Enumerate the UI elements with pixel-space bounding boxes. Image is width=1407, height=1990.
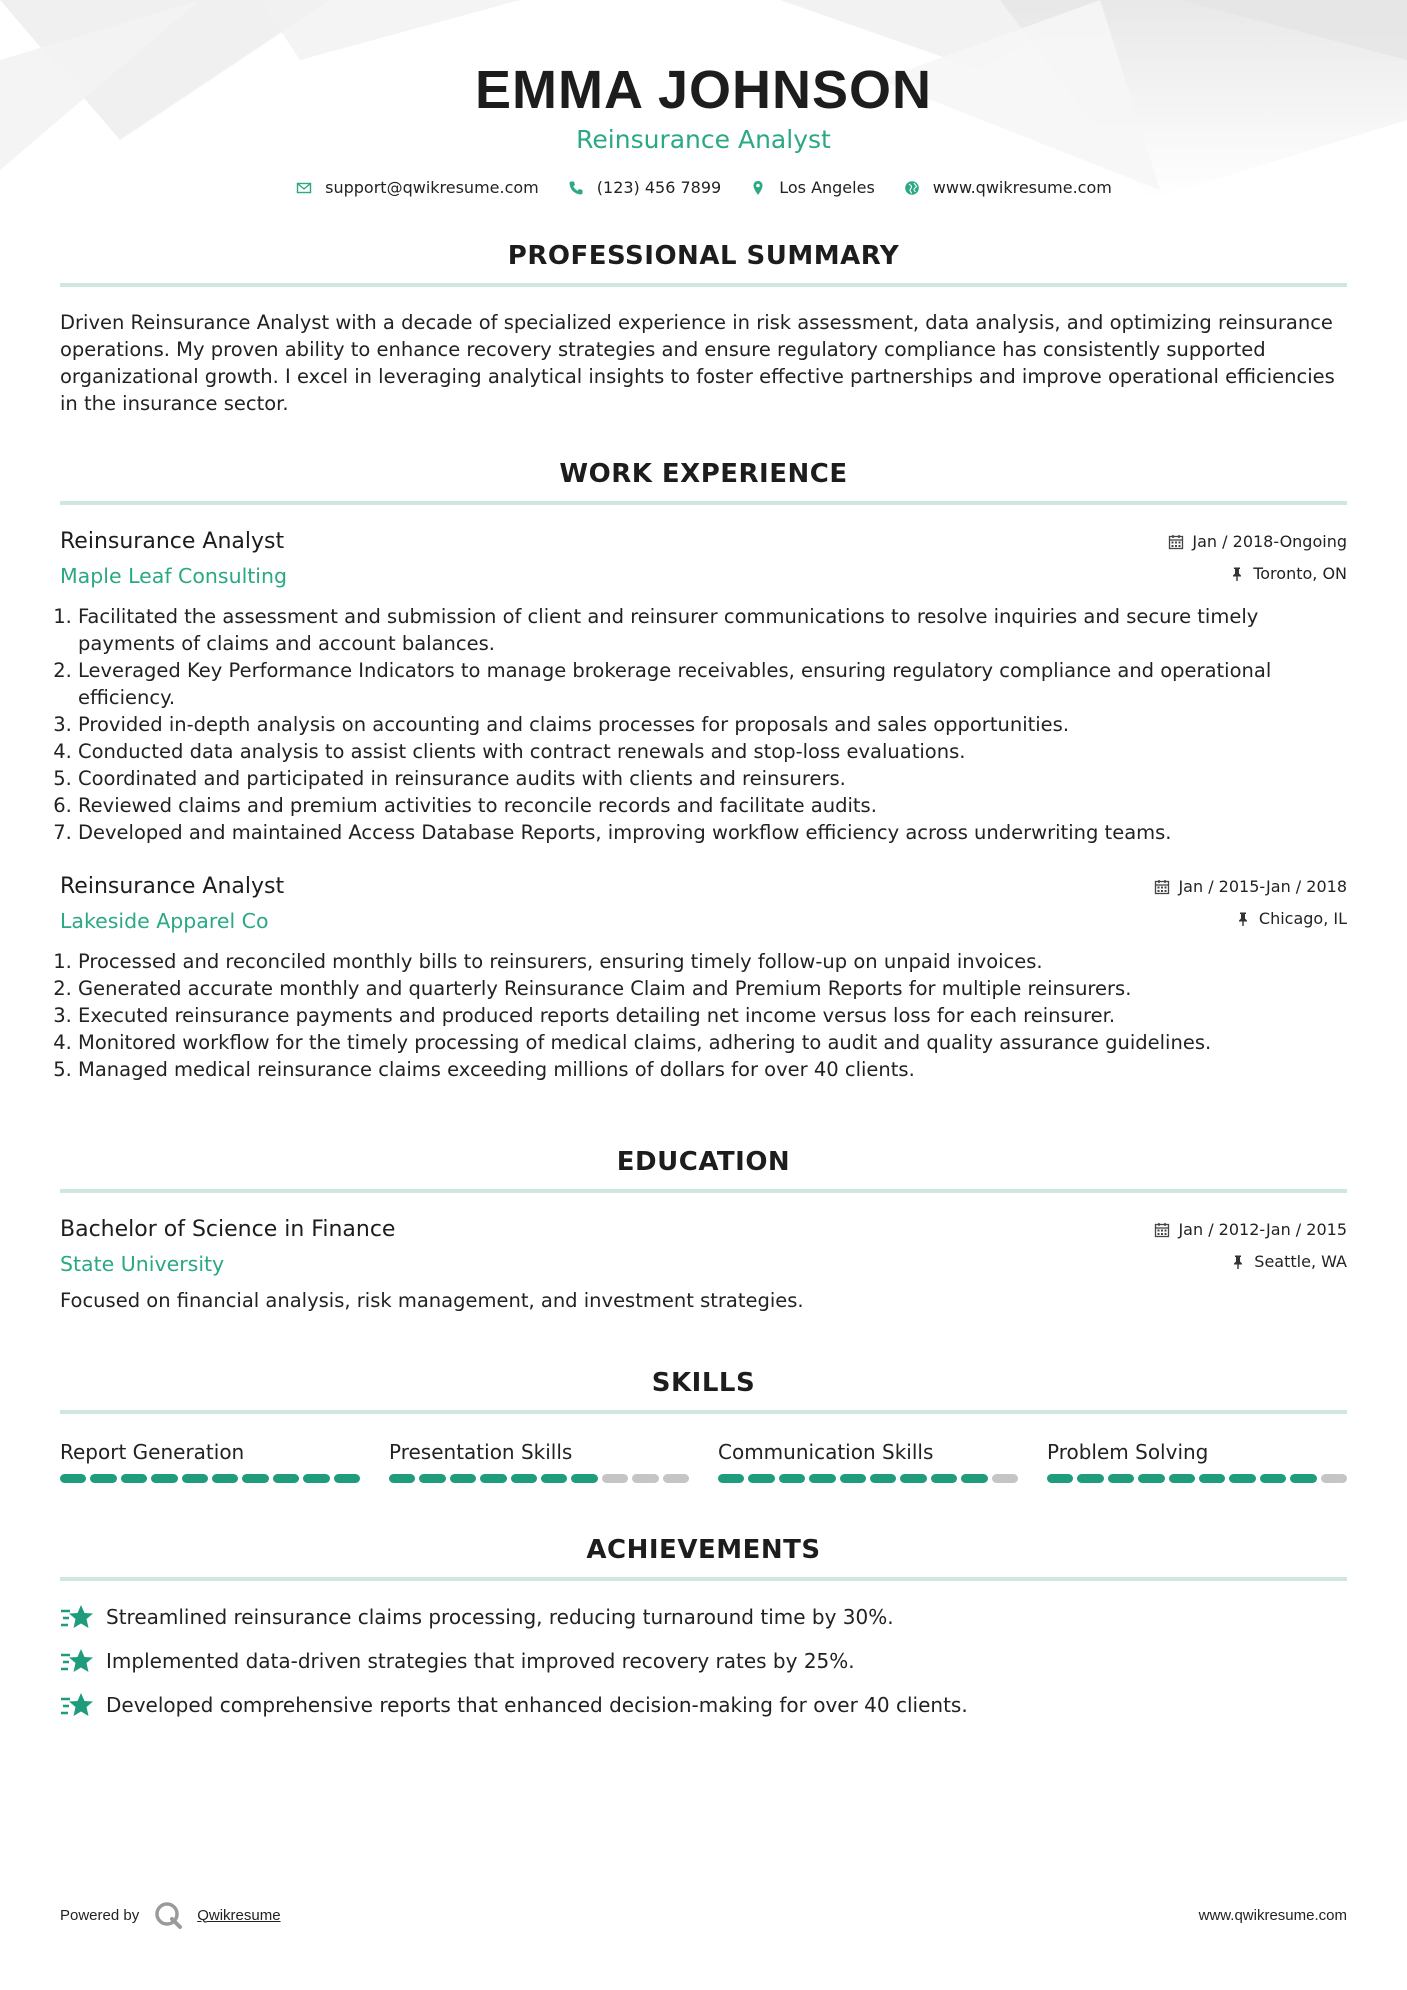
skill-segment-filled [748,1474,774,1483]
candidate-title: Reinsurance Analyst [576,125,831,154]
job-entry [60,872,1347,1083]
list-item: 4. Monitored workflow for the timely processing of medical claims, adhering to audit and quality assurance guidelines. [78,1029,1347,1056]
achievement-text: Streamlined reinsurance claims processing, reducing turnaround time by 30%. [106,1605,894,1629]
skill-segment-filled [450,1474,476,1483]
achievement-item [60,1647,1347,1675]
job-dates [1168,527,1347,557]
location-text: Los Angeles [779,178,875,197]
skill-segment-filled [1169,1474,1195,1483]
skill-name: Problem Solving [1047,1440,1209,1464]
skill-level-bar [389,1474,689,1483]
job-dates [1154,872,1347,902]
skill-name: Report Generation [60,1440,245,1464]
skill-segment-filled [779,1474,805,1483]
achievement-item [60,1603,1347,1631]
skill-segment-empty [632,1474,658,1483]
skill-level-bar [718,1474,1018,1483]
list-item: 1. Facilitated the assessment and submission of client and reinsurer communications to resolve inquiries and secure timely payments of claims and account balances. [78,603,1347,657]
education-dates-text: Jan / 2012-Jan / 2015 [1178,1220,1347,1239]
skill-segment-filled [809,1474,835,1483]
email-text: support@qwikresume.com [325,178,539,197]
footer [60,1900,1347,1930]
contact-email[interactable] [295,178,539,197]
qwikresume-logo-icon [153,1900,183,1930]
qwikresume-link[interactable]: Qwikresume [197,1906,281,1924]
skill-segment-filled [60,1474,86,1483]
skill-segment-filled [870,1474,896,1483]
pushpin-icon [1230,1254,1246,1270]
list-item: 7. Developed and maintained Access Database Reports, improving workflow efficiency across underwriting teams. [78,819,1347,846]
skill-segment-empty [663,1474,689,1483]
summary-text: Driven Reinsurance Analyst with a decade of specialized experience in risk assessment, data analysis, and optimizing reinsurance operations. My proven ability to enhance recovery strategies and ensure regulatory compliance has consistently supported organizational growth. I excel in leveraging analytical insights to foster effective partnerships and improve operational efficiencies in the insurance sector. [60,311,1335,415]
list-item: 5. Managed medical reinsurance claims exceeding millions of dollars for over 40 clients. [78,1056,1347,1083]
skills-heading: SKILLS [60,1368,1347,1414]
phone-icon [567,179,585,197]
resume-header [60,0,1347,197]
skill-item [60,1438,360,1483]
skill-segment-filled [1260,1474,1286,1483]
education-location-text: Seattle, WA [1254,1252,1347,1271]
skill-segment-filled [90,1474,116,1483]
list-item: 3. Provided in-depth analysis on accounting and claims processes for proposals and sales opportunities. [78,711,1347,738]
skill-segment-filled [419,1474,445,1483]
job-title: Reinsurance Analyst [60,874,285,899]
skill-segment-filled [1138,1474,1164,1483]
company-name: Lakeside Apparel Co [60,909,269,933]
job-dates-text: Jan / 2018-Ongoing [1192,532,1347,551]
achievement-text: Implemented data-driven strategies that improved recovery rates by 25%. [106,1649,855,1673]
skill-segment-filled [840,1474,866,1483]
skills-row [60,1438,1347,1483]
contact-website[interactable] [903,178,1112,197]
skill-segment-filled [182,1474,208,1483]
star-icon [60,1691,94,1719]
pushpin-icon [1229,566,1245,582]
achievements-heading: ACHIEVEMENTS [60,1535,1347,1581]
candidate-name: EMMA JOHNSON [474,60,933,120]
skill-segment-filled [1290,1474,1316,1483]
skill-item [1047,1438,1347,1483]
powered-by [60,1900,281,1930]
phone-text: (123) 456 7899 [596,178,722,197]
skill-segment-filled [511,1474,537,1483]
contact-bar [60,178,1347,197]
job-dates-text: Jan / 2015-Jan / 2018 [1178,877,1347,896]
skill-segment-filled [1229,1474,1255,1483]
skill-name: Communication Skills [718,1440,934,1464]
footer-website[interactable]: www.qwikresume.com [1198,1906,1347,1924]
skill-level-bar [1047,1474,1347,1483]
education-location [1230,1247,1347,1277]
list-item: 3. Executed reinsurance payments and produced reports detailing net income versus loss for each reinsurer. [78,1002,1347,1029]
skill-segment-filled [931,1474,957,1483]
skill-segment-empty [602,1474,628,1483]
pushpin-icon [1235,911,1251,927]
skill-segment-filled [273,1474,299,1483]
skills-section [60,1368,1347,1483]
job-location-text: Chicago, IL [1258,909,1347,928]
list-item: 6. Reviewed claims and premium activities to reconcile records and facilitate audits. [78,792,1347,819]
list-item: 5. Coordinated and participated in reinsurance audits with clients and reinsurers. [78,765,1347,792]
skill-segment-filled [389,1474,415,1483]
achievements-section [60,1535,1347,1719]
skill-segment-filled [1047,1474,1073,1483]
skill-segment-filled [480,1474,506,1483]
calendar-icon [1154,1222,1170,1238]
achievement-text: Developed comprehensive reports that enhanced decision-making for over 40 clients. [106,1693,968,1717]
skill-item [389,1438,689,1483]
education-description: Focused on financial analysis, risk management, and investment strategies. [60,1289,804,1312]
skill-segment-filled [242,1474,268,1483]
summary-section [60,241,1347,417]
education-section [60,1147,1347,1314]
map-pin-icon [749,179,767,197]
website-text: www.qwikresume.com [932,178,1112,197]
job-title: Reinsurance Analyst [60,529,285,554]
star-icon [60,1647,94,1675]
skill-segment-empty [1321,1474,1347,1483]
contact-phone[interactable] [567,178,721,197]
education-heading: EDUCATION [60,1147,1347,1193]
skill-segment-filled [1077,1474,1103,1483]
skill-item [718,1438,1018,1483]
experience-heading: WORK EXPERIENCE [60,459,1347,505]
skill-segment-filled [212,1474,238,1483]
skill-segment-filled [961,1474,987,1483]
achievement-item [60,1691,1347,1719]
globe-icon [903,179,921,197]
skill-segment-filled [151,1474,177,1483]
education-dates [1154,1215,1347,1245]
education-entry [60,1215,1347,1314]
star-icon [60,1603,94,1631]
duties-list [60,948,1347,1083]
skill-segment-filled [334,1474,360,1483]
powered-by-label: Powered by [60,1906,140,1924]
summary-heading: PROFESSIONAL SUMMARY [60,241,1347,287]
skill-segment-filled [121,1474,147,1483]
skill-segment-filled [303,1474,329,1483]
skill-segment-filled [1199,1474,1225,1483]
degree-title: Bachelor of Science in Finance [60,1217,396,1242]
skill-level-bar [60,1474,360,1483]
list-item: 2. Leveraged Key Performance Indicators to manage brokerage receivables, ensuring regulatory compliance and operational efficiency. [78,657,1347,711]
skill-name: Presentation Skills [389,1440,573,1464]
skill-segment-filled [1108,1474,1134,1483]
experience-section [60,459,1347,1083]
achievements-list [60,1603,1347,1719]
contact-location [749,178,875,197]
job-location-text: Toronto, ON [1253,564,1347,583]
job-entry [60,527,1347,846]
skill-segment-filled [541,1474,567,1483]
duties-list [60,603,1347,846]
calendar-icon [1154,879,1170,895]
school-name: State University [60,1252,225,1276]
job-location [1229,559,1347,589]
list-item: 2. Generated accurate monthly and quarterly Reinsurance Claim and Premium Reports for multiple reinsurers. [78,975,1347,1002]
list-item: 1. Processed and reconciled monthly bills to reinsurers, ensuring timely follow-up on unpaid invoices. [78,948,1347,975]
skill-segment-filled [900,1474,926,1483]
calendar-icon [1168,534,1184,550]
list-item: 4. Conducted data analysis to assist clients with contract renewals and stop-loss evaluations. [78,738,1347,765]
skill-segment-filled [571,1474,597,1483]
envelope-icon [295,179,313,197]
skill-segment-empty [992,1474,1018,1483]
skill-segment-filled [718,1474,744,1483]
job-location [1235,904,1347,934]
company-name: Maple Leaf Consulting [60,564,288,588]
